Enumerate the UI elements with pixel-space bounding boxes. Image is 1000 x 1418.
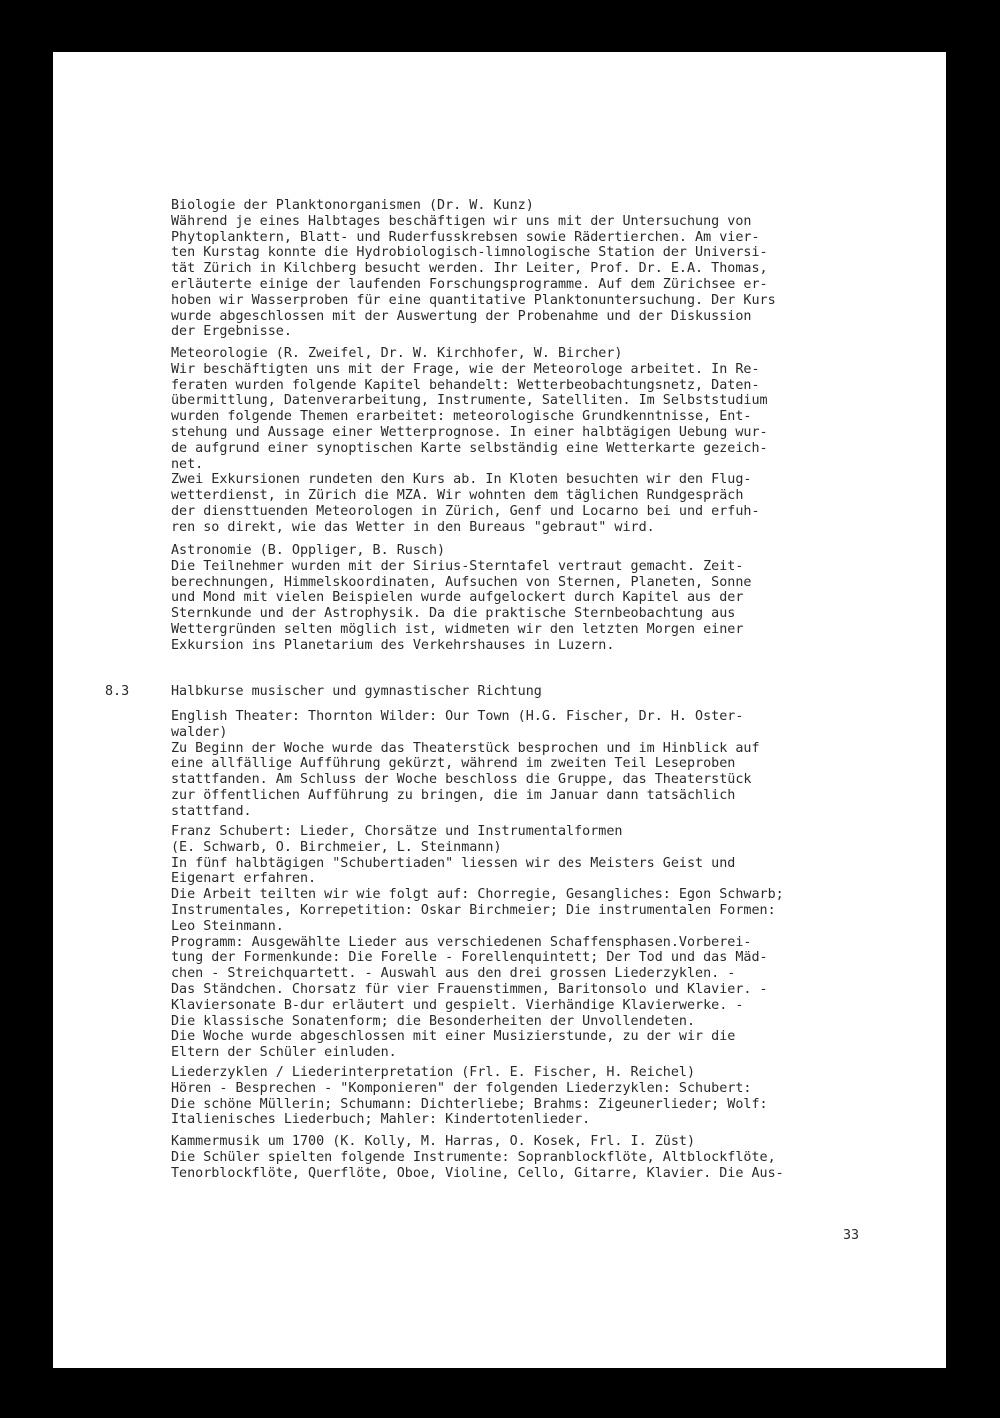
text-line: Eigenart erfahren. (171, 871, 317, 887)
section-title: Halbkurse musischer und gymnastischer Richtung (171, 684, 542, 699)
text-line: Das Ständchen. Chorsatz für vier Frauenstimmen, Baritonsolo und Klavier. - (171, 981, 768, 997)
text-line: tät Zürich in Kilchberg besucht werden. Ihr Leiter, Prof. Dr. E.A. Thomas, (171, 261, 768, 277)
text-line: zur öffentlichen Aufführung zu bringen, die im Januar dann tatsächlich (171, 787, 736, 803)
section-heading: Biologie der Planktonorganismen (Dr. W. Kunz) (171, 198, 534, 213)
text-line: Während je eines Halbtages beschäftigen wir uns mit der Untersuchung von (171, 213, 752, 229)
text-line: übermittlung, Datenverarbeitung, Instrumente, Satelliten. Im Selbststudium (171, 393, 768, 409)
text-line: Die schöne Müllerin; Schumann: Dichterliebe; Brahms: Zigeunerlieder; Wolf: (171, 1096, 768, 1112)
text-line: Die Teilnehmer wurden mit der Sirius-Sterntafel vertraut gemacht. Zeit- (171, 558, 744, 574)
section-english-theater (171, 709, 896, 820)
text-line: wetterdienst, in Zürich die MZA. Wir wohnten dem täglichen Rundgespräch (171, 488, 744, 504)
text-line: In fünf halbtägigen "Schubertiaden" liessen wir des Meisters Geist und (171, 855, 736, 871)
section-83-title-block (171, 684, 896, 700)
text-line: ren so direkt, wie das Wetter in den Bureaus "gebraut" wird. (171, 519, 655, 535)
text-line: Kammermusik um 1700 (K. Kolly, M. Harras, O. Kosek, Frl. I. Züst) (171, 1134, 696, 1149)
text-line: stehung und Aussage einer Wetterprognose. In einer halbtägigen Uebung wur- (171, 424, 768, 440)
page-number: 33 (843, 1228, 860, 1243)
text-line: wurde abgeschlossen mit der Auswertung der Probenahme und der Diskussion (171, 308, 752, 324)
text-line: English Theater: Thornton Wilder: Our Town (H.G. Fischer, Dr. H. Oster- (171, 709, 744, 724)
text-line: berechnungen, Himmelskoordinaten, Aufsuchen von Sternen, Planeten, Sonne (171, 574, 752, 590)
text-line: Zwei Exkursionen rundeten den Kurs ab. In Kloten besuchten wir den Flug- (171, 472, 752, 488)
text-line: Zu Beginn der Woche wurde das Theaterstück besprochen und im Hinblick auf (171, 740, 760, 756)
text-line: Die klassische Sonatenform; die Besonderheiten der Unvollendeten. (171, 1013, 696, 1029)
text-line: walder) (171, 724, 228, 740)
text-line: der diensttuenden Meteorologen in Zürich, Genf und Locarno bei und erfuh- (171, 503, 760, 519)
text-line: Phytoplanktern, Blatt- und Ruderfusskrebsen sowie Rädertierchen. Am vier- (171, 229, 760, 245)
text-line: stattfand. (171, 803, 252, 819)
document-page (53, 52, 946, 1368)
section-astronomie (171, 543, 896, 654)
text-line: Franz Schubert: Lieder, Chorsätze und Instrumentalformen (171, 824, 623, 839)
text-line: und Mond mit vielen Beispielen wurde aufgelockert durch Kapitel aus der (171, 590, 744, 606)
text-line: erläuterte einige der laufenden Forschungsprogramme. Auf dem Zürichsee er- (171, 276, 768, 292)
text-line: Leo Steinmann. (171, 918, 284, 934)
text-line: Instrumentales, Korrepetition: Oskar Birchmeier; Die instrumentalen Formen: (171, 902, 776, 918)
section-liederzyklen (171, 1065, 896, 1128)
section-biologie (171, 198, 896, 340)
section-franz-schubert (171, 824, 896, 1061)
section-heading: Astronomie (B. Oppliger, B. Rusch) (171, 543, 446, 558)
text-line: Klaviersonate B-dur erläutert und gespielt. Vierhändige Klavierwerke. - (171, 997, 744, 1013)
section-heading: Meteorologie (R. Zweifel, Dr. W. Kirchhofer, W. Bircher) (171, 346, 623, 361)
text-line: ten Kurstag konnte die Hydrobiologisch-limnologische Station der Universi- (171, 245, 768, 261)
section-number: 8.3 (105, 684, 130, 699)
text-line: Wir beschäftigten uns mit der Frage, wie der Meteorologe arbeitet. In Re- (171, 361, 760, 377)
text-line: Eltern der Schüler einluden. (171, 1045, 397, 1061)
text-line: Programm: Ausgewählte Lieder aus verschiedenen Schaffensphasen.Vorberei- (171, 934, 752, 950)
text-line: wurden folgende Themen erarbeitet: meteorologische Grundkenntnisse, Ent- (171, 409, 752, 425)
text-line: eine allfällige Aufführung gekürzt, während im zweiten Teil Leseproben (171, 756, 736, 772)
text-line: chen - Streichquartett. - Auswahl aus den drei grossen Liederzyklen. - (171, 966, 736, 982)
text-line: Wettergründen selten möglich ist, widmeten wir den letzten Morgen einer (171, 621, 744, 637)
text-line: Die Schüler spielten folgende Instrumente: Sopranblockflöte, Altblockflöte, (171, 1149, 776, 1165)
text-line: Liederzyklen / Liederinterpretation (Frl. E. Fischer, H. Reichel) (171, 1065, 696, 1080)
text-line: Exkursion ins Planetarium des Verkehrshauses in Luzern. (171, 637, 615, 653)
text-line: tung der Formenkunde: Die Forelle - Forellenquintett; Der Tod und das Mäd- (171, 950, 768, 966)
text-line: feraten wurden folgende Kapitel behandelt: Wetterbeobachtungsnetz, Daten- (171, 377, 760, 393)
text-line: Die Woche wurde abgeschlossen mit einer Musizierstunde, zu der wir die (171, 1029, 736, 1045)
text-line: Tenorblockflöte, Querflöte, Oboe, Violine, Cello, Gitarre, Klavier. Die Aus- (171, 1165, 784, 1181)
text-line: (E. Schwarb, O. Birchmeier, L. Steinmann) (171, 839, 502, 855)
text-line: stattfanden. Am Schluss der Woche beschloss die Gruppe, das Theaterstück (171, 772, 752, 788)
text-line: net. (171, 456, 204, 472)
section-kammermusik (171, 1134, 896, 1181)
text-line: der Ergebnisse. (171, 324, 292, 340)
section-meteorologie (171, 346, 896, 536)
text-line: Italienisches Liederbuch; Mahler: Kindertotenlieder. (171, 1112, 591, 1128)
text-line: Sternkunde und der Astrophysik. Da die praktische Sternbeobachtung aus (171, 606, 736, 622)
text-line: de aufgrund einer synoptischen Karte selbständig eine Wetterkarte gezeich- (171, 440, 768, 456)
text-line: hoben wir Wasserproben für eine quantitative Planktonuntersuchung. Der Kurs (171, 292, 776, 308)
text-line: Hören - Besprechen - "Komponieren" der folgenden Liederzyklen: Schubert: (171, 1080, 752, 1096)
text-line: Die Arbeit teilten wir wie folgt auf: Chorregie, Gesangliches: Egon Schwarb; (171, 887, 784, 903)
